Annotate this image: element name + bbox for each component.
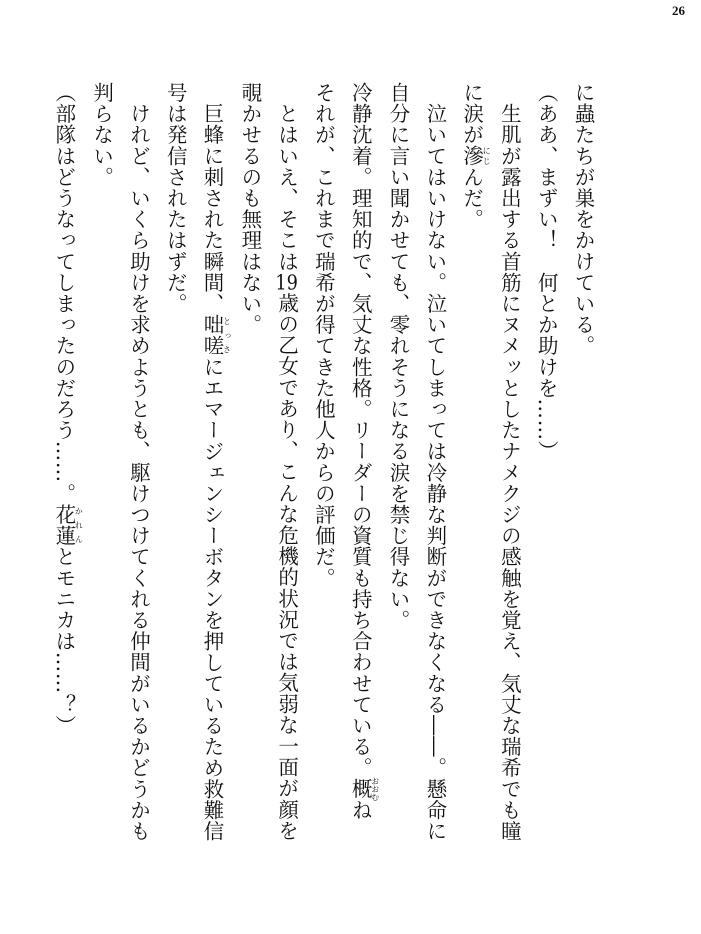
text-line: [491, 82, 528, 862]
text-line: [453, 82, 491, 862]
text-segment: とモニカは……？）: [51, 546, 76, 737]
text-segment: 号は発信されたはずだ。: [163, 82, 188, 315]
text-segment: 泣いてはいけない。泣いてしまっては冷静な判断ができなくなる――。懸命に: [422, 82, 447, 842]
text-line: [83, 82, 120, 862]
text-line: [564, 82, 601, 862]
text-segment: とはいえ、そこは: [274, 82, 299, 272]
ruby-base: 花蓮: [51, 504, 76, 547]
text-line: [156, 82, 193, 862]
ruby-base: 咄嗟: [200, 314, 225, 357]
text-line: [231, 82, 268, 862]
upright-number: 19: [275, 271, 298, 293]
text-segment: 自分に言い聞かせても、零れそうになる涙を禁じ得ない。: [386, 82, 411, 631]
text-line: [341, 82, 379, 862]
text-line: [305, 82, 342, 862]
text-segment: にエマージェンシーボタンを押しているため救難信: [200, 356, 225, 842]
text-line: [120, 82, 157, 862]
text-segment: んだ。: [459, 166, 484, 230]
text-segment: 覗かせるのも無理はない。: [237, 82, 262, 336]
ruby-word: [348, 776, 380, 801]
text-segment: 生肌が露出する首筋にヌメッとしたナメクジの感触を覚え、気丈な瑞希でも瞳: [497, 82, 522, 842]
ruby-reading: かれん: [74, 504, 84, 547]
text-line: [416, 82, 453, 862]
text-segment: （ああ、まずい！ 何とか助けを……）: [534, 82, 559, 462]
text-line: [193, 82, 231, 862]
text-segment: に蟲たちが巣をかけている。: [571, 82, 595, 357]
ruby-reading: とっさ: [222, 314, 232, 357]
ruby-base: 概: [348, 776, 373, 801]
text-line: [379, 82, 416, 862]
page-number: 26: [672, 3, 685, 18]
ruby-word: [200, 314, 232, 357]
ruby-base: 滲: [459, 145, 484, 167]
text-segment: に涙が: [459, 82, 484, 146]
text-line: [268, 82, 305, 862]
text-segment: けれど、いくら助けを求めようとも、駆けつけてくれる仲間がいるかどうかも: [126, 82, 151, 842]
text-segment: （部隊はどうなってしまったのだろう……。: [51, 82, 76, 504]
text-segment: 歳の乙女であり、こんな危機的状況では気弱な一面が顔を: [274, 292, 299, 842]
body-text: [51, 82, 601, 862]
text-line: [45, 82, 83, 862]
text-segment: それが、これまで瑞希が得てきた他人からの評価だ。: [311, 82, 336, 589]
text-segment: 巨蜂に刺された瞬間、: [200, 82, 225, 315]
text-segment: 冷静沈着。理知的で、気丈な性格。リーダーの資質も持ち合わせている。: [348, 82, 373, 779]
ruby-reading: おおむ: [370, 776, 380, 801]
text-segment: 判らない。: [89, 82, 114, 188]
ruby-reading: にじ: [482, 145, 492, 167]
text-segment: ね: [348, 799, 373, 821]
ruby-word: [459, 145, 492, 167]
text-line: [527, 82, 564, 862]
ruby-word: [51, 504, 84, 547]
